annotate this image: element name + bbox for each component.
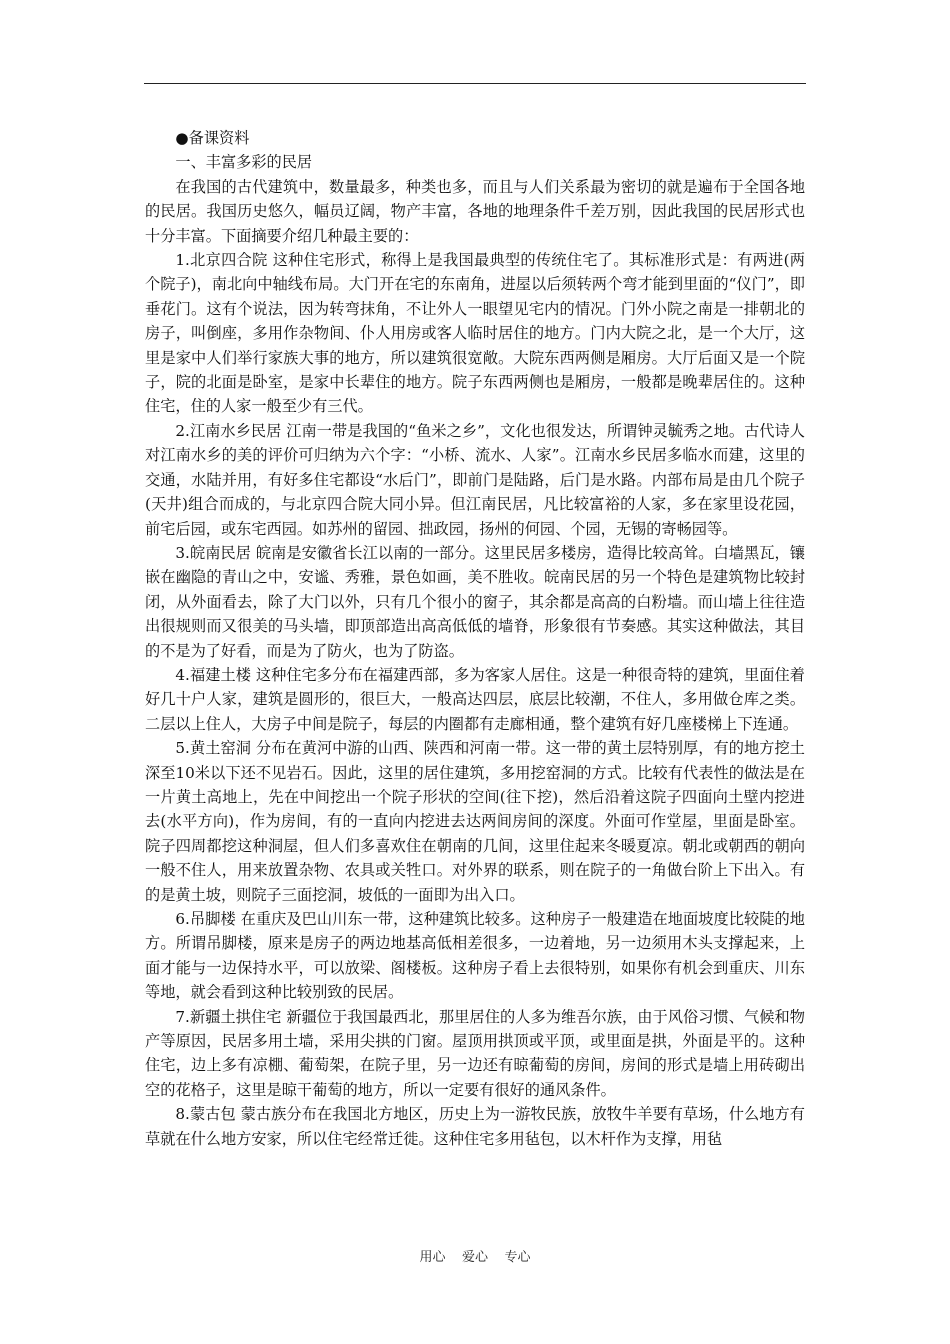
- paragraph-beijing-siheyuan: 1.北京四合院 这种住宅形式，称得上是我国最典型的传统住宅了。其标准形式是：有两进(两个院子)，南北向中轴线布局。大门开在宅的东南角，进屋以后须转两个弯才能到里面的“仪门”，即垂花门。这有个说法，因为转弯抹角，不让外人一眼望见宅内的情况。门外小院之南是一排朝北的房子，叫倒座，多用作杂物间、仆人用房或客人临时居住的地方。门内大院之北，是一个大厅，这里是家中人们举行家族大事的地方，所以建筑很宽敞。大院东西两侧是厢房。大厅后面又是一个院子，院的北面是卧室，是家中长辈住的地方。院子东西两侧也是厢房，一般都是晚辈居住的。这种住宅，住的人家一般至少有三代。: [145, 251, 805, 416]
- paragraph-wannan-minju: 3.皖南民居 皖南是安徽省长江以南的一部分。这里民居多楼房，造得比较高耸。白墙黑瓦，镶嵌在幽隐的青山之中，安谧、秀雅，景色如画，美不胜收。皖南民居的另一个特色是建筑物比较封闭，从外面看去，除了大门以外，只有几个很小的窗子，其余都是高高的白粉墙。而山墙上往往造出很规则而又很美的马头墙，即顶部造出高高低低的墙脊，形象很有节奏感。其实这种做法，其目的不是为了好看，而是为了防火，也为了防盗。: [145, 543, 805, 660]
- section-heading: 一、丰富多彩的民居: [175, 153, 313, 172]
- paragraph-huangtu-yaodong: 5.黄土窑洞 分布在黄河中游的山西、陕西和河南一带。这一带的黄土层特别厚，有的地方挖土深至10米以下还不见岩石。因此，这里的居住建筑，多用挖窑洞的方式。比较有代表性的做法是在一片黄土高地上，先在中间挖出一个院子形状的空间(往下挖)，然后沿着这院子四面向土壁内挖进去(水平方向)，作为房间，有的一直向内挖进去达两间房间的深度。外面可作堂屋，里面是卧室。院子四周都挖这种洞屋，但人们多喜欢住在朝南的几间，这里住起来冬暖夏凉。朝北或朝西的朝向一般不住人，用来放置杂物、农具或关牲口。对外界的联系，则在院子的一角做台阶上下出入。有的是黄土坡，则院子三面挖洞，坡低的一面即为出入口。: [145, 739, 805, 904]
- paragraph-xinjiang-tugong: 7.新疆土拱住宅 新疆位于我国最西北，那里居住的人多为维吾尔族，由于风俗习惯、气候和物产等原因，民居多用土墙，采用尖拱的门窗。屋顶用拱顶或平顶，或里面是拱，外面是平的。这种住宅，边上多有凉棚、葡萄架，在院子里，另一边还有晾葡萄的房间，房间的形式是墙上用砖砌出空的花格子，这里是晾干葡萄的地方，所以一定要有很好的通风条件。: [145, 1007, 805, 1099]
- paragraph-fujian-tulou: 4.福建土楼 这种住宅多分布在福建西部，多为客家人居住。这是一种很奇特的建筑，里面住着好几十户人家，建筑是圆形的，很巨大，一般高达四层，底层比较潮，不住人，多用做仓库之类。二层以上住人，大房子中间是院子，每层的内圈都有走廊相通，整个建筑有好几座楼梯上下连通。: [145, 665, 805, 733]
- header-rule: [144, 83, 806, 84]
- intro-paragraph: 在我国的古代建筑中，数量最多，种类也多，而且与人们关系最为密切的就是遍布于全国各地的民居。我国历史悠久，幅员辽阔，物产丰富，各地的地理条件千差万别，因此我国的民居形式也十分丰富。下面摘要介绍几种最主要的：: [145, 177, 805, 245]
- paragraph-menggubao: 8.蒙古包 蒙古族分布在我国北方地区，历史上为一游牧民族，放牧牛羊要有草场，什么地方有草就在什么地方安家，所以住宅经常迁徙。这种住宅多用毡包，以木杆作为支撑，用毡: [145, 1105, 805, 1148]
- section-marker: ●备课资料: [175, 129, 250, 147]
- paragraph-jiangnan-shuixiang: 2.江南水乡民居 江南一带是我国的“鱼米之乡”，文化也很发达，所谓钟灵毓秀之地。古代诗人对江南水乡的美的评价可归纳为六个字：“小桥、流水、人家”。江南水乡民居多临水而建，这里的交通，水陆并用，有好多住宅都设“水后门”，即前门是陆路，后门是水路。内部布局是由几个院子(天井)组合而成的，与北京四合院大同小异。但江南民居，凡比较富裕的人家，多在家里设花园，前宅后园，或东宅西园。如苏州的留园、拙政园，扬州的何园、个园，无锡的寄畅园等。: [145, 421, 805, 538]
- document-body: [145, 126, 805, 1151]
- paragraph-diaojiaolou: 6.吊脚楼 在重庆及巴山川东一带，这种建筑比较多。这种房子一般建造在地面坡度比较陡的地方。所谓吊脚楼，原来是房子的两边地基高低相差很多，一边着地，另一边须用木头支撑起来，上面才能与一边保持水平，可以放梁、阁楼板。这种房子看上去很特别，如果你有机会到重庆、川东等地，就会看到这种比较别致的民居。: [145, 910, 805, 1002]
- page-footer: 用心 爱心 专心: [419, 1250, 531, 1265]
